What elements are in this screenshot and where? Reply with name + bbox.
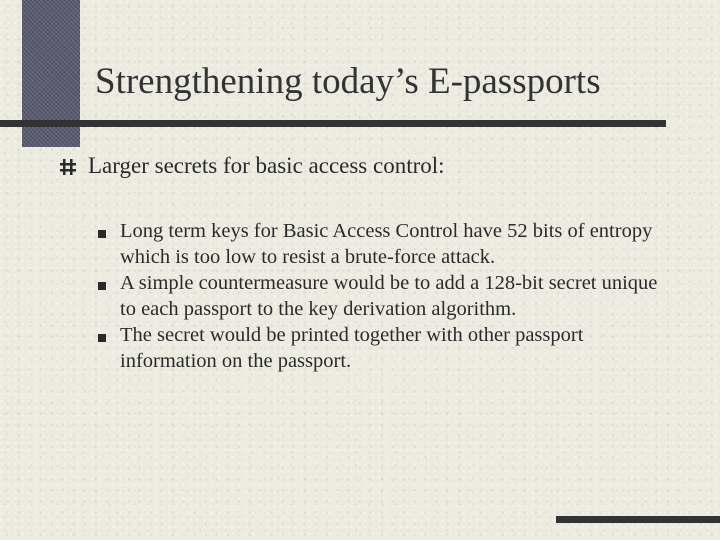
square-bullet-icon (98, 282, 106, 290)
footer-corner-rule (556, 516, 720, 523)
sub-bullet-text: The secret would be printed together with other passport information on the passport. (120, 324, 584, 372)
hash-bullet-icon (60, 158, 76, 176)
main-bullet-text: Larger secrets for basic access control: (88, 153, 445, 178)
sub-bullet-list (98, 218, 678, 374)
sub-bullet-text: A simple countermeasure would be to add a 128-bit secret unique to each passport to the key derivation algorithm. (120, 272, 658, 320)
square-bullet-icon (98, 230, 106, 238)
slide-title: Strengthening today’s E-passports (95, 61, 601, 102)
sub-bullet-text: Long term keys for Basic Access Control have 52 bits of entropy which is too low to resist a brute-force attack. (120, 220, 653, 268)
main-bullet-item (60, 152, 680, 180)
sub-bullet-item (98, 270, 678, 322)
sub-bullet-item (98, 322, 678, 374)
title-underline-rule (0, 120, 666, 127)
sub-bullet-item (98, 218, 678, 270)
square-bullet-icon (98, 334, 106, 342)
